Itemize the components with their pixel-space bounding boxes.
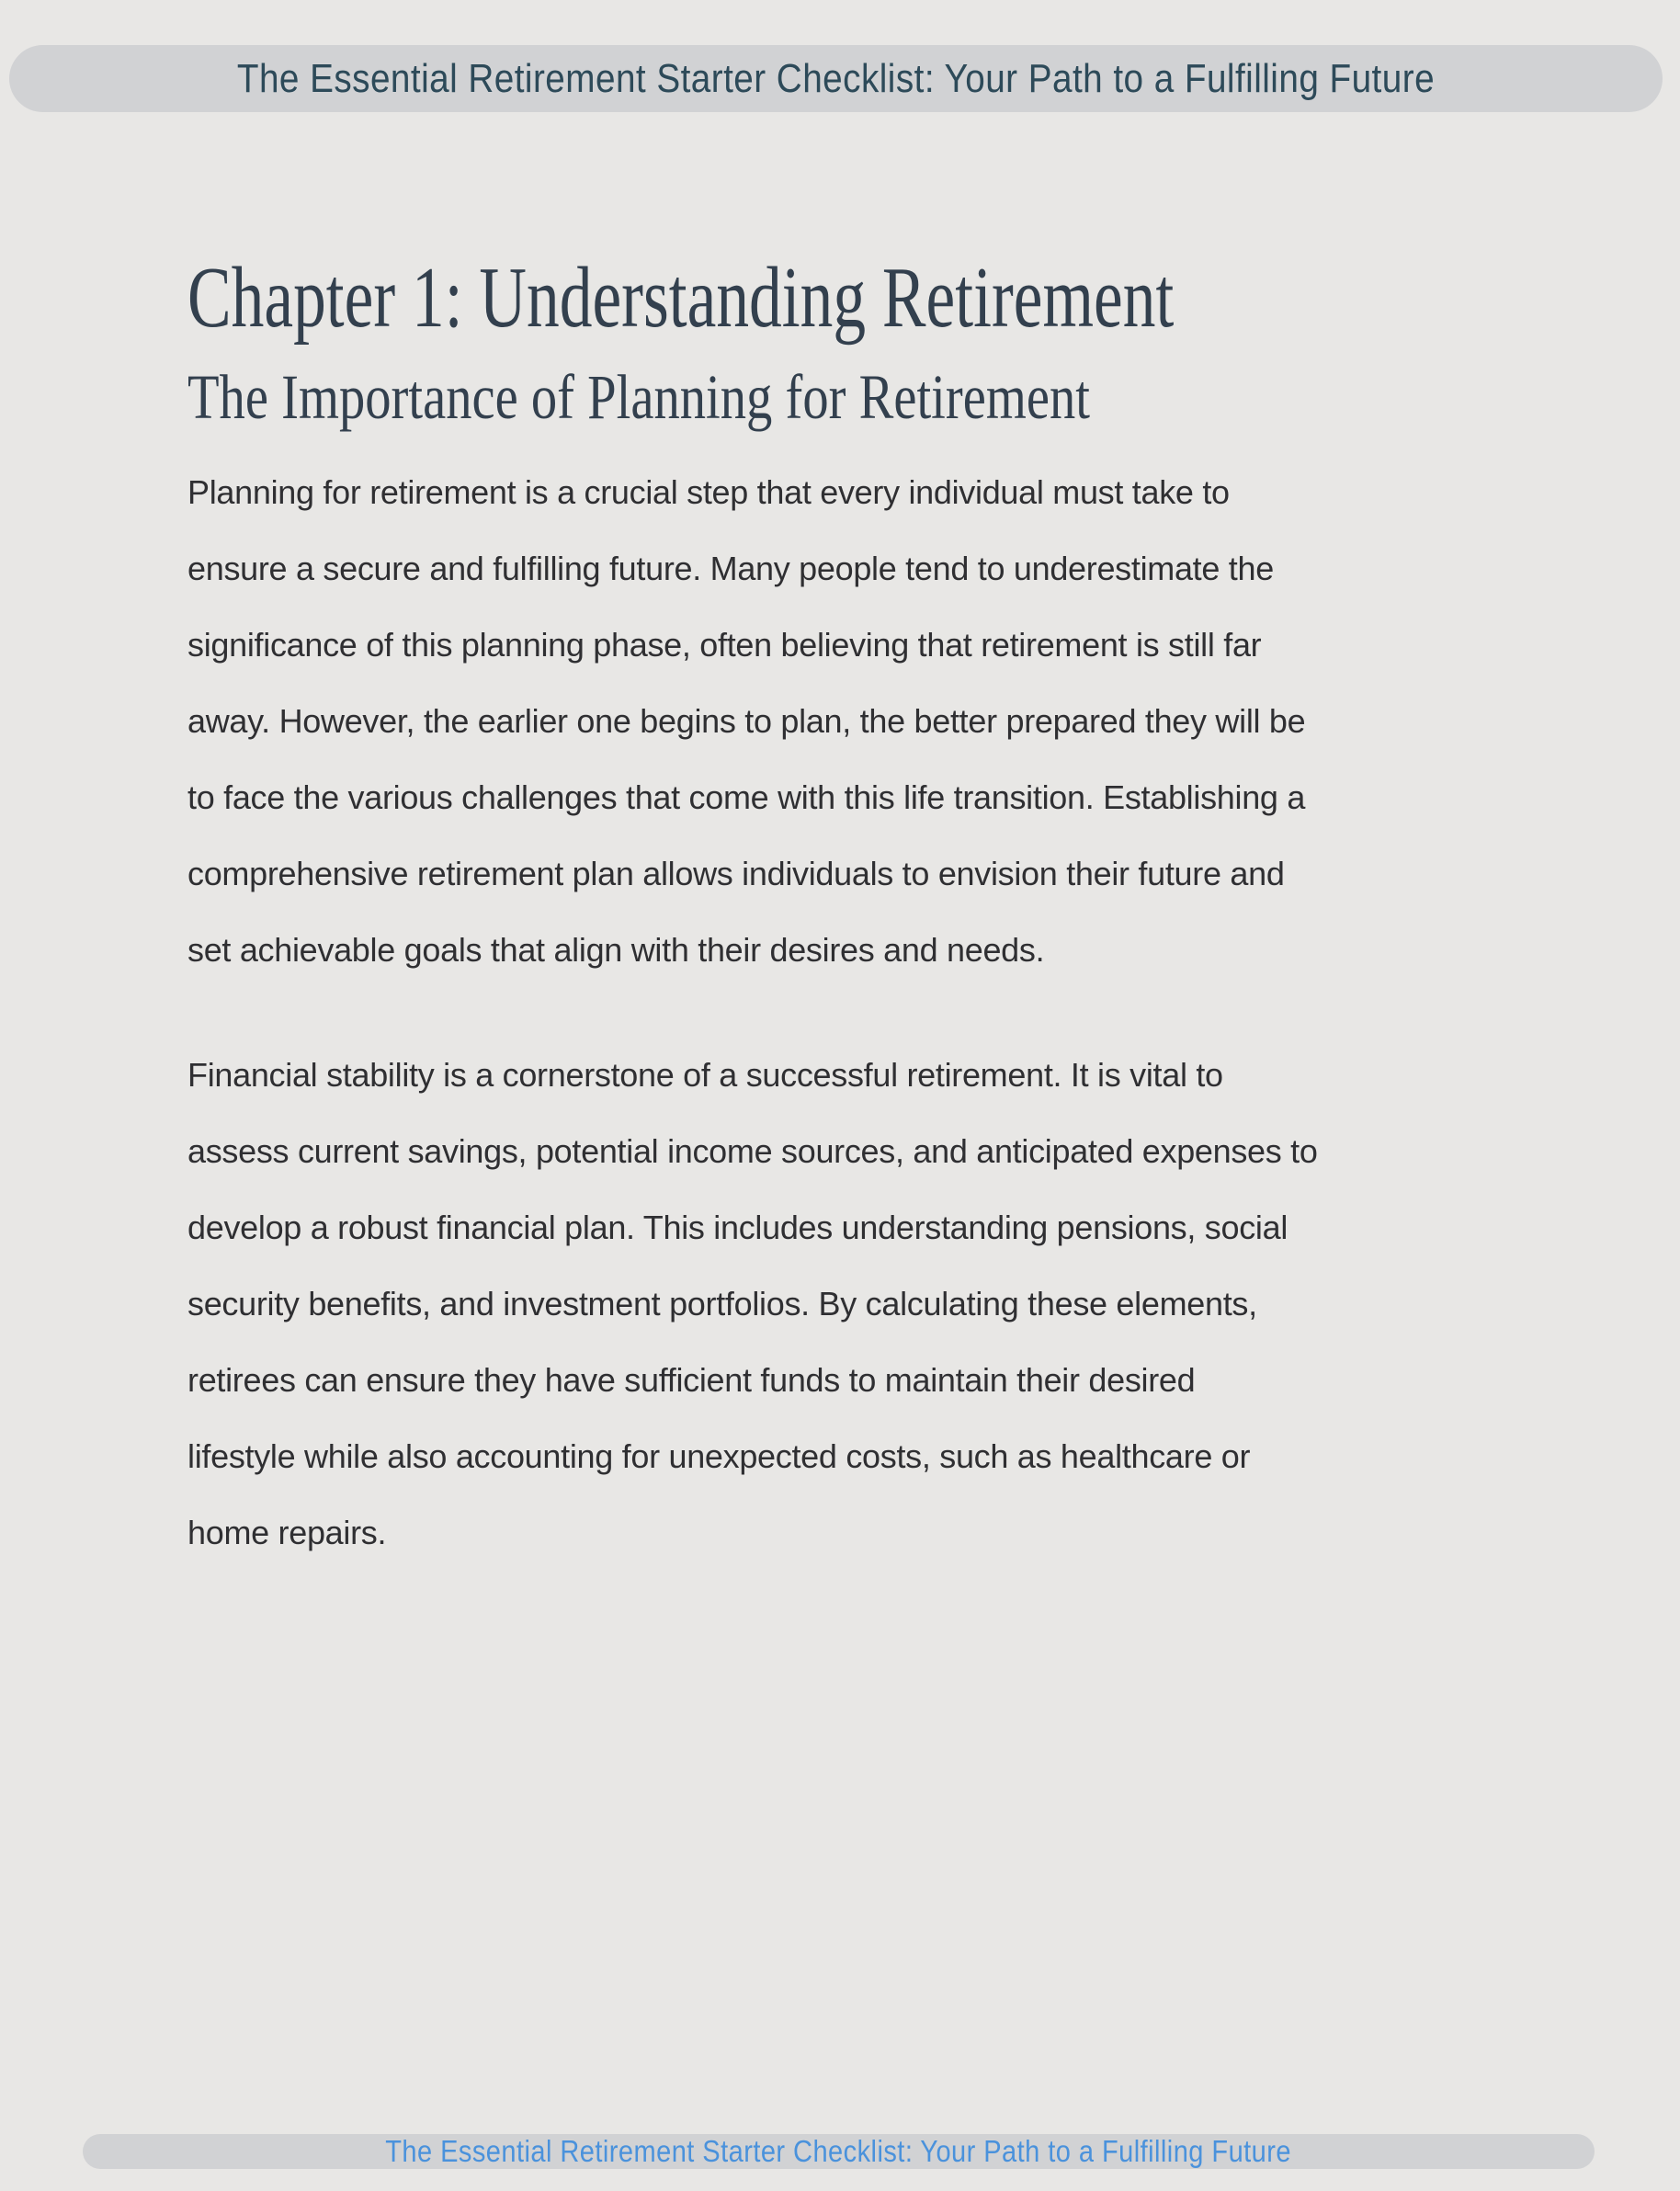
- text-line: retirees can ensure they have sufficient funds to maintain their desired: [187, 1361, 1196, 1399]
- header-bar: [9, 45, 1663, 112]
- text-line: develop a robust financial plan. This includes understanding pensions, social: [187, 1209, 1288, 1246]
- text-line: ensure a secure and fulfilling future. Many people tend to underestimate the: [187, 550, 1274, 587]
- text-line: set achievable goals that align with their desires and needs.: [187, 931, 1045, 969]
- footer-title: The Essential Retirement Starter Checklist: Your Path to a Fulfilling Future: [385, 2134, 1292, 2168]
- text-line: home repairs.: [187, 1514, 387, 1551]
- section-heading: The Importance of Planning for Retirement: [187, 362, 1090, 432]
- text-line: assess current savings, potential income sources, and anticipated expenses to: [187, 1132, 1318, 1170]
- text-line: comprehensive retirement plan allows individuals to envision their future and: [187, 855, 1285, 892]
- footer-bar: [83, 2134, 1595, 2169]
- text-line: security benefits, and investment portfolios. By calculating these elements,: [187, 1285, 1257, 1323]
- header-title: The Essential Retirement Starter Checklist: Your Path to a Fulfilling Future: [236, 55, 1436, 101]
- text-line: to face the various challenges that come with this life transition. Establishing a: [187, 778, 1306, 816]
- text-line: Financial stability is a cornerstone of a successful retirement. It is vital to: [187, 1056, 1223, 1094]
- chapter-heading: Chapter 1: Understanding Retirement: [187, 250, 1175, 346]
- text-line: away. However, the earlier one begins to plan, the better prepared they will be: [187, 702, 1306, 740]
- body-text: [187, 454, 1502, 1571]
- paragraph: [187, 1037, 1502, 1571]
- text-line: lifestyle while also accounting for unexpected costs, such as healthcare or: [187, 1437, 1251, 1475]
- text-line: Planning for retirement is a crucial step that every individual must take to: [187, 473, 1230, 511]
- paragraph: [187, 454, 1502, 988]
- text-line: significance of this planning phase, often believing that retirement is still far: [187, 626, 1262, 664]
